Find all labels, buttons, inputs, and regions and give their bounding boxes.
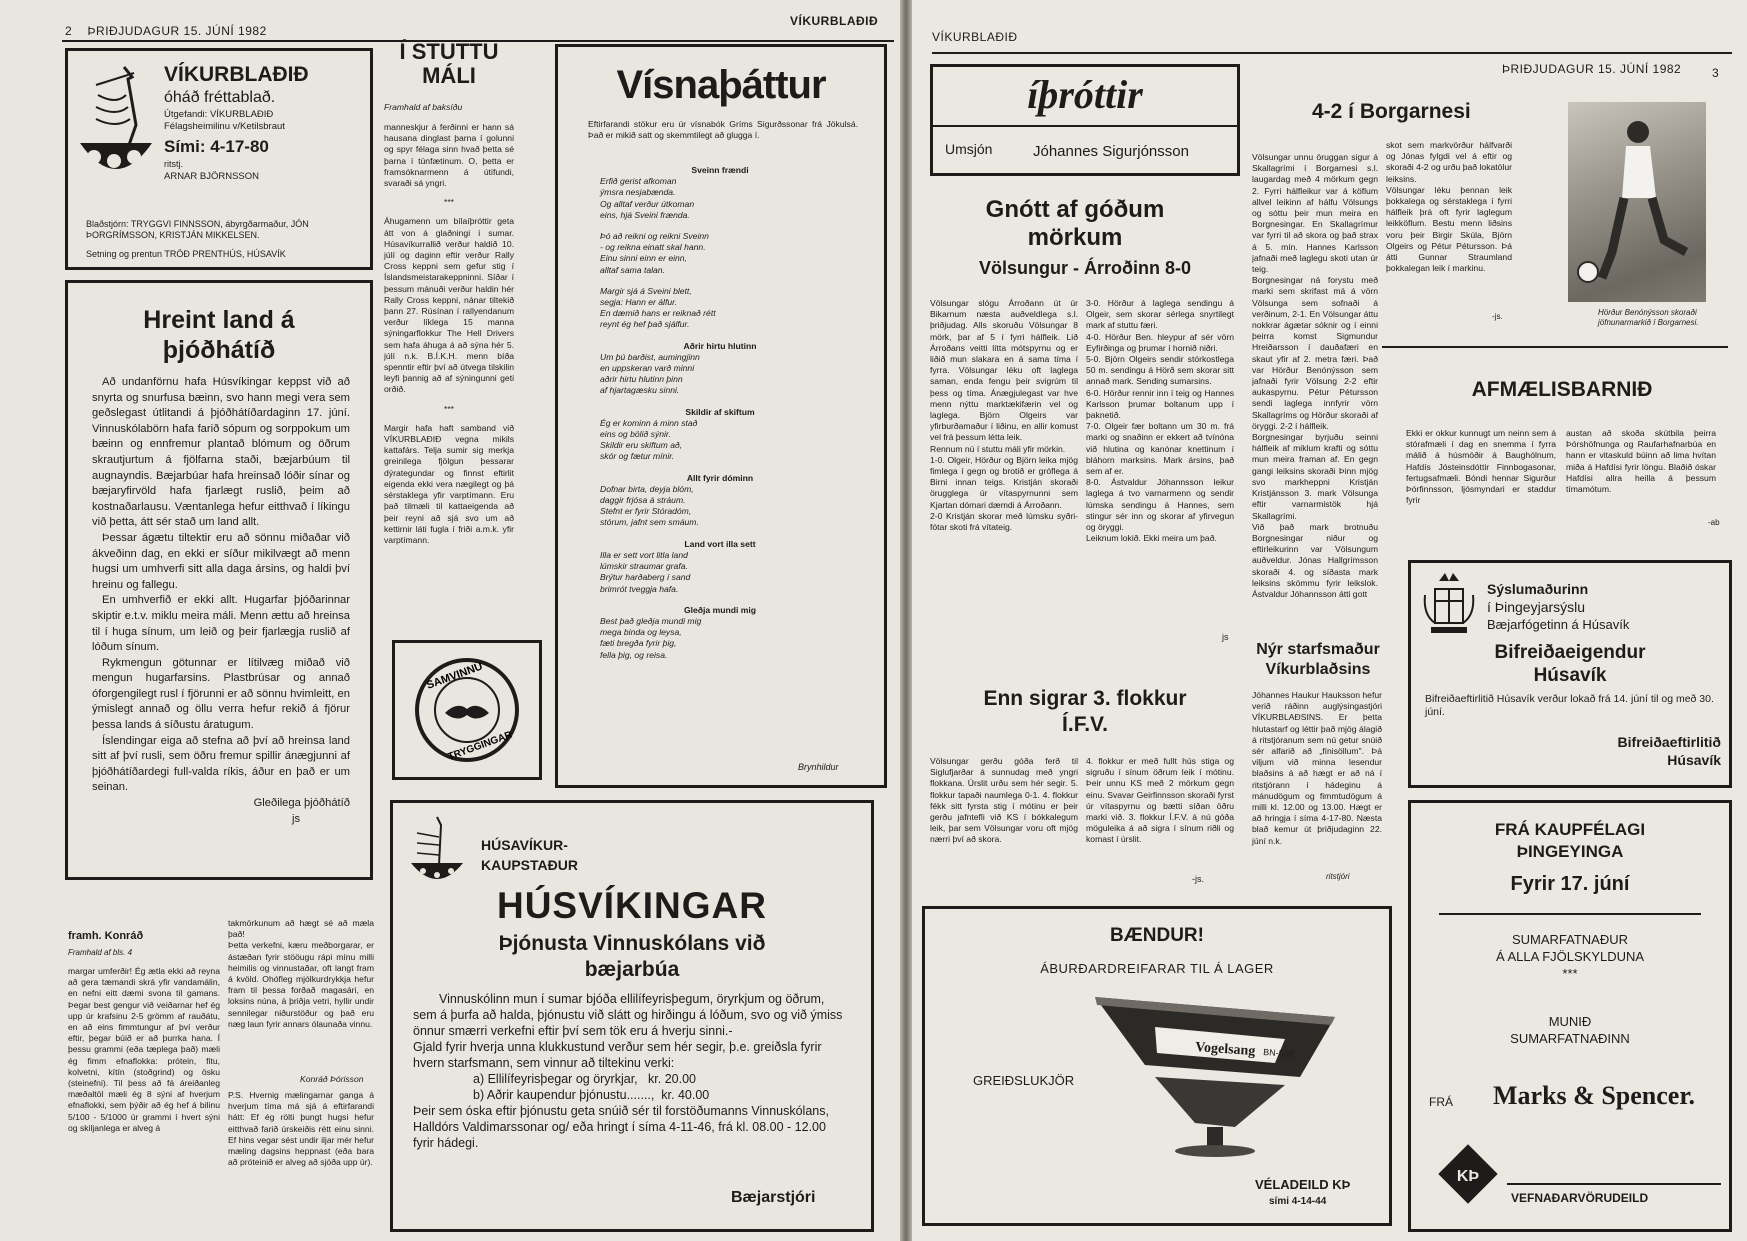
stuttu-title-line1: Í STUTTU [399, 39, 499, 64]
syslu-l1: Sýslumaðurinn [1487, 581, 1589, 597]
sports-title: íþróttir [1027, 72, 1143, 117]
masthead-printer: Setning og prentun TRÖÐ PRENTHÚS, HÚSAVÍK [86, 249, 286, 259]
visna-verses [600, 165, 840, 661]
kaupfelag-l7: SUMARFATNAÐINN [1510, 1031, 1630, 1046]
gnott-sub: Völsungur - Árroðinn 8-0 [978, 258, 1191, 278]
marks-spencer-brand: Marks & Spencer. [1493, 1081, 1695, 1110]
afmaelis-sign: -ab [1708, 518, 1720, 527]
borgarnesi-col1: Völsungar unnu öruggan sigur á Skallagrími í Borgarnesi s.l. laugardag með 4 mörkum gegn 2. Fyrri hálfleikur var á köflum allvel leikinn af hálfu Völsungs og sóttu þeir mun meira en Borgnesingar. En Skallagrímur var fyrri til að skora og það strax á 5. mín. Hannes Karlsson jafnaði með laglegu skoti utan úr teig. Borgnesingar ná forystu með marki sem skrifast má á vörn Völsunga sem sofnaði á verðinum, 2-1. En Völsungar áttu nokkrar ágætar sóknir og í einni þeirra komst Sigmundur Hreiðarsson í dauðafæri en skaut yfir af 2. metra færi. Það var Hörður Benónýsson sem jafnaði fyrir Völsung 2-2 eftir aukaspyrnu. Pétur Pétursson sendi laglega innfyrir vörn Skallagríms og Hörður skoraði af öryggi. 2-2 í hálfleik. Borgnesingar byrjuðu seinni hálfleik af miklum krafti og sóttu mun meira framan af. En gegn gangi leiksins skoraði Þinn mjög svo markheppni Kristján Kristjánsson 3. mark Völsunga eftir varnarmistök hjá Skallagrími. Við það mark brotnuðu Borgnesingar niður og eftirleikurinn var Völsungum auðveldur. Jónas Hallgrímsson skoraði 4. og síðasta mark leiksins skömmu fyrir leikslok. Ástvaldur Jóhannsson átti gott [1252, 152, 1378, 599]
stuttu-title [384, 40, 514, 88]
visna-s2: Um þú barðist, aumingjinn en uppskeran varð minni aðrir hirtu hlutinn þinn af hjartagæsku sinni. [600, 351, 700, 396]
masthead-editor-label: ritstj. [164, 159, 183, 169]
editorial-title-line1: Hreint land á [143, 306, 295, 334]
stuttu-body [384, 122, 514, 546]
baendur-sub: ÁBURÐARDREIFARAR TIL Á LAGER [1040, 961, 1274, 976]
masthead-publisher: Útgefandi: VÍKURBLAÐIÐ [164, 109, 274, 120]
konrad-col2: takmörkunum að hægt sé að mæla það! Þetta verkefni, kæru meðborgarar, er ástæðan fyrir stööugu rápi mínu milli heimilis og vinnustaðar, oft langt fram á kvöld. Ohófleg mjólkurdrykkja hefur fram til þessa forðað magasári, en loksins núna, á þriðja vetri, hyllir undir sennilegar niðurstöður og það eru næg laun fyrir annars ólaunaða vinnu. [228, 918, 374, 1029]
kaupfelag-remind [1411, 1013, 1729, 1047]
left-page-number: 2 [65, 24, 73, 38]
kaupfelag-heading [1411, 819, 1729, 863]
borgarnesi-col2: skot sem markvörður hálfvarði og Jónas fylgdi vel á eftir og skoraði 4-2 og urðu það lokatölur leiksins. Völsungar léku þennan leik þokkalega og sérstaklega í fyrri hálfleik þrá oft fyrir laglegum leikköflum. Bestu menn liðsins voru þeir Birgir Skúla, Björn Olgeirs og Pétur Pétursson. Þá átti Gunnar Straumland þokkalegan leik í markinu. [1386, 140, 1512, 274]
samvinnu-bottom: TRYGGINGAR [446, 729, 514, 763]
football-photo [1568, 102, 1706, 302]
sports-umsjon: Jóhannes Sigurjónsson [1033, 143, 1189, 160]
syslu-body: Bifreiðaeftirlitið Húsavík verður lokað frá 14. júní til og með 30. júní. [1425, 693, 1714, 718]
editorial-box [65, 280, 373, 880]
spreader-brand: Vogelsang [1194, 1040, 1256, 1060]
baendur-pay: GREIÐSLUKJÖR [973, 1073, 1075, 1088]
nyr-title-line2: Víkurblaðsins [1265, 661, 1371, 678]
spreader-model: BN-500 [1262, 1047, 1294, 1060]
baendur-ad [922, 906, 1392, 1226]
visna-s3-title: Skildir af skiftum [685, 406, 755, 417]
visna-s5: Illa er sett vort litla land lúmskir straumar grafa. Brýtur harðaberg í sand brimrót tveggja hafa. [600, 549, 691, 594]
visna-intro: Eftirfarandi stökur eru úr vísnabók Gríms Sigurðssonar frá Jökulsá. Það er mikið satt og skemmtilegt að glugga í. [588, 119, 858, 141]
gnott-col1: Völsungar slógu Árroðann út úr Bikarnum næsta auðveldlega s.l. þriðjudag. Alls skoruðu Völsungar 8 mörk, þar af 5 í fyrri hálfleik. Lið Árroðans veitti lítta mótspyrnu og er liðið mun slakara en á sama tíma í fyrra. Völsungar léku oft laglega saman, enda fengu þeir svigrúm til þess og tíma. Ánægjulegast var hve menn nýttu marktækifærin vel og laglega. Björn Olgeirs var yfirburðamaður í liðinu, en allir komust vel frá þessum létta leik. Rennum nú í stuttu máli yfir mörkin. 1-0. Olgeir, Hörður og Björn leika mjög fimlega í gegn og brotið er gróflega á Birni innan teigs. Kristján skoraði örugglega úr vítaspyrnunni sem Kjartan dómari dæmdi á Árroðann. 2-0 Kristján skorar með lúmsku syðri-fótar skoti frá vítateig. [930, 298, 1078, 533]
masthead-phone: Sími: 4-17-80 [164, 137, 269, 156]
kth-logo-icon [1435, 1141, 1501, 1207]
gnott-title-line2: mörkum [1027, 224, 1123, 251]
visna-s1-title: Sveinn frændi [691, 165, 749, 175]
husvikingar-sub2: bæjarbúa [584, 958, 680, 981]
kaupfelag-l5: Á ALLA FJÖLSKYLDUNA [1495, 949, 1645, 964]
left-folio [65, 24, 267, 38]
kaupfelag-l2: ÞINGEYINGA [1516, 842, 1624, 861]
left-dateline: ÞRIÐJUDAGUR 15. JÚNÍ 1982 [87, 24, 267, 38]
kaupfelag-offer [1411, 931, 1729, 982]
stuttu-sub: Framhald af baksíðu [384, 102, 463, 112]
book-gutter [900, 0, 912, 1241]
kaupfelag-l6: MUNIÐ [1548, 1014, 1592, 1029]
nyr-title [1248, 640, 1388, 680]
visna-s6-title: Gleðja mundi mig [683, 604, 757, 615]
visna-sign: Brynhildur [798, 762, 839, 772]
visna-s1: Erfið gerist afkoman ýmsra nesjabænda. Og alltaf verður útkoman eins, hjá Sveini frænda. [600, 176, 695, 220]
stuttu-p3: Margir hafa haft samband við VÍKURBLAÐIÐ vegna mikils kattafárs. Telja sumir sig merkja greinilega fjölgun þessarar dýrategundar og finnst eftirlit eigenda ekki vera nægilegt og þá sérstaklega yfir varptímann. Eru það tilmæli til kattaeigenda að þeir reyni að sjá svo um að kettirnir láti fugla í friði a.m.k. yfir varptímann. [384, 422, 514, 545]
husvikingar-subtitle [393, 931, 871, 983]
fertilizer-spreader-image [1085, 987, 1345, 1157]
visna-s4-title: Allt fyrir dóminn [686, 472, 754, 483]
konrad-sub: Framhald af bls. 4 [68, 948, 133, 957]
baendur-dept: VÉLADEILD KÞ [1255, 1177, 1351, 1192]
enn-title-line1: Enn sigrar 3. flokkur [983, 687, 1187, 710]
stuttu-stars1: *** [443, 197, 455, 208]
samvinnu-logo [407, 653, 527, 767]
borgarnesi-sign: -js. [1492, 312, 1503, 321]
syslu-title [1411, 641, 1729, 687]
kaupfelag-stars: *** [1562, 966, 1578, 981]
kaupfelag-l4: SUMARFATNAÐUR [1511, 932, 1629, 947]
visna-s3: Ég er kominn á minn stað eins og bölið sýnir. Skildir eru skiftum að, skór og fætur mínir. [600, 417, 698, 462]
syslu-title-line1: Bifreiðaeigendur [1494, 642, 1646, 663]
husvikingar-body [413, 991, 843, 1151]
editorial-p3: En umhverfið er ekki allt. Hugarfar þjóðarinnar skiptir e.t.v. miklu meira máli. Menn ættu að hreinsa til í huga sínum, um leið og þeir fjarlægja ruslið af lóðum sínum. [92, 594, 350, 654]
konrad-ps: P.S. Hvernig mælingarnar ganga á hverjum tíma má sjá á eftirfarandi hátt: Ef ég rölti þungt hugsi hefur eitthvað farið úrskeiðis rétt einu sinni. Ef hins vegar sést undir iljar mér hefur mæling dagsins heppnast (eða bara að próteinið er alveg að sjóða upp úr). [228, 1090, 374, 1168]
kaupfelag-l1: FRÁ KAUPFÉLAGI [1494, 820, 1646, 839]
syslu-l2: í Þingeyjarsýslu [1487, 599, 1586, 615]
right-dateline: ÞRIÐJUDAGUR 15. JÚNÍ 1982 [1502, 62, 1682, 76]
masthead-editor: ARNAR BJÖRNSSON [164, 171, 260, 182]
husavik-ship-icon [407, 815, 467, 885]
enn-title [930, 686, 1240, 738]
kaupfelag-rule [1439, 913, 1701, 915]
kaupfelag-dept-rule [1507, 1183, 1721, 1185]
syslu-l3: Bæjarfógetinn á Húsavík [1487, 617, 1630, 632]
samvinnu-ad [392, 640, 542, 780]
visna-s2-title: Aðrir hirtu hlutinn [683, 340, 757, 351]
syslu-sign-line1: Bifreiðaeftirlitið [1617, 734, 1721, 750]
visna-s6: Best það gleðja mundi mig mega binda og leysa, fæti bregða fyrir þig, fella þig, og reisa. [600, 615, 702, 660]
syslu-title-line2: Húsavík [1533, 665, 1607, 686]
syslu-box [1408, 560, 1732, 788]
afmaelis-top-rule [1382, 346, 1728, 348]
enn-title-line2: Í.F.V. [1062, 713, 1108, 736]
afmaelis-col2: austan að skoða skútbila þeirra Þórshöfnunga og Raufarhafnarbúa en hann er vitaskuld búinn að lima hvítan miða á Hafdísi fyrir löngu. Blaðið óskar Hafdísi allra heilla á þessum tímamótum. [1566, 428, 1716, 495]
husvikingar-ad [390, 800, 874, 1232]
right-page [912, 0, 1747, 1241]
editorial-p4: Rykmengun götunnar er lítilvæg miðað við mengun hugarfarsins. Plastbrúsar og annað óforgengilegt rusl í fjörunni er að sönnu hvimleitt, en ýmislegt annað og öllu verra hefur rekið á fjörur þessa lands á síðustu áratugum. [92, 656, 350, 732]
footballer-figure [1568, 102, 1706, 302]
nyr-title-line1: Nýr starfsmaður [1256, 641, 1380, 658]
masthead-tagline: óháð fréttablað. [164, 89, 276, 106]
sports-header [930, 64, 1240, 176]
konrad-title: framh. Konráð [68, 930, 144, 942]
gnott-sign: js [1222, 632, 1229, 642]
enn-col1: Völsungar gerðu góða ferð til Siglufjarðar á sunnudag með yngri flokkana. Úrslit urðu sem hér segir. 5. flokkur tapaði naumlega 0-1. 4. flokkur fékk sitt fyrsta stig í mótinu er þeir gerðu jafntefli við KS í bókkalegum leik, þar sem Völsungar voru oft mjög nærri því að skora. [930, 756, 1078, 845]
nyr-sign: ritstjóri [1326, 872, 1350, 881]
borgarnesi-title: 4-2 í Borgarnesi [1312, 100, 1471, 123]
konrad-col1: margar umferðir! Ég ætla ekki að reyna að gera tæmandi skrá yfir vandamálin, en nefni eitt dæmi svona til gamans. Þegar best gengur við veiðarnar hef ég upp úr krafsinu 2-5 grömm af rauðátu, en að eins fimmtungur af því verður eftir, þegar búið er að þurrka hana. Í þessu grammi (eða tæplega það) mæli ég fimm efnaflokka: prótein, fitu, kolvetni, kítín (stoðgrind) og ösku (steinefni). Til þess að fá áreiðanleg mæðaltöl mæli ég 8 sýni af hverjum efnaflokki, sem þýðir að ég hef á bilinu 5/100 - 5/1000 úr grammi í hvert sýni og skiljanlega er alveg á [68, 966, 220, 1133]
kaupfelag-ad [1408, 800, 1732, 1232]
gnott-col2: 3-0. Hörður á laglega sendingu á Olgeir, sem skorar sérlega snyrtilegt mark af stuttu færi. 4-0. Hörður Ben. hleypur af sér vörn Eyfirðinga og þrumar í hornið niðri. 5-0. Björn Olgeirs sendir stórkostlega 50 m. sendingu á Hörð sem skorar sitt annað mark. Sending sumarsins. 6-0. Hörður rennir inn í teig og Hannes Karlsson þrumar boltanum upp í þaknetið. 7-0. Olgeir fær boltann um 30 m. frá marki og snaðinn er ekkert að tvínóna við hlutina og kanónar knettinum í bláhorn marksins. Mark ársins, það sem af er. 8-0. Ástvaldur Jóhannsson leikur laglega á tvo varnarmenn og sendir lúmska sendingu á Hannes, sem stingur sér inn og skorar af yfirvegun og öryggi. Leiknum lokið. Ekki meira um það. [1086, 298, 1234, 544]
kaupfelag-l3: Fyrir 17. júní [1510, 873, 1630, 895]
editorial-sign2: js [291, 812, 301, 825]
husvikingar-b: b) Aðrir kaupendur þjónustu......., kr. 40.00 [473, 1088, 710, 1102]
enn-col2: 4. flokkur er með fullt hús stiga og sigruðu í sínum öðrum leik í mótinu. Þeir unnu KS með 2 mörkum gegn einu. Svavar Geirfinnsson skoraði fyrst úr vítaspyrnu og bætti síðan öðru marki við. 3. flokkur Í.F.V. á nú góða möguleika á að sigra í sínum riðli og komast í úrslit. [1086, 756, 1234, 845]
visna-box [555, 44, 887, 788]
sports-header-rule [933, 125, 1237, 127]
visna-s4: Dofnar birta, deyja blóm, daggir frjósa á stráum. Stefnt er fyrir Stóradóm, stórum, jafnt sem smáum. [600, 483, 699, 528]
masthead-staff: Blaðstjórn: TRYGGVI FINNSSON, ábyrgðarmaður, JÓN ÞORGRÍMSSON, KRISTJÁN MIKKELSEN. [86, 219, 309, 240]
masthead-name: VÍKURBLAÐIÐ [164, 63, 309, 86]
sports-umsjon-label: Umsjón [945, 141, 993, 157]
stuttu-p1: manneskjur á ferðinni er hann sá hausana dinglast þarna í golunni og spyr félaga sinn hvað þetta sé þarna í túnfætinum. O, þetta er framsóknarmenn á útifundi, svaraði sá yngri. [384, 122, 514, 189]
kaupfelag-fra: FRÁ [1429, 1095, 1453, 1109]
editorial-p5: Íslendingar eiga að stefna að því að hreinsa land sitt af því rusli, sem öðru fremur spillir ánægjunni af þjóðhátíðardegi full-valda ríkis, áður en það er um seinan. [92, 734, 350, 794]
visna-s1c: Margir sjá á Sveini blett, segja: Hann er álfur. En dæmið hans er reiknað rétt reynt ég hef það sjálfur. [600, 285, 716, 330]
nyr-body: Jóhannes Haukur Hauksson hefur verið ráðinn auglýsingastjóri VÍKURBLAÐSINS. Er þetta hlutastarf og léttir það mjög álagið á ritstjóranum sem nú getur snúið sér alfarið að „fínisöllum". Þá viljum við minna lesendur blaðsins á að hægt er að ná í ritstjórann í hádeginu á mánudögum og fimmtudögum á milli kl. 12.00 og 13.00. Hægt er að hringja í síma 4-17-80. Næsta blað kemur út þriðjudaginn 22. júní n.k. [1252, 690, 1382, 846]
gnott-title [930, 196, 1220, 252]
husvikingar-p1: Vinnuskólinn mun í sumar bjóða ellilífeyrisþegum, öryrkjum og öðrum, sem á þurfa að halda, þjónustu við slátt og hirðingu á lóðum, svo og við ýmiss önnur smærri verkefni eftir því sem tök eru á hverju sinni.- [413, 992, 843, 1038]
husvikingar-title: HÚSVÍKINGAR [496, 885, 768, 926]
husvikingar-p2: Gjald fyrir hverja unna klukkustund verður sem hér segir, þ.e. greiðsla fyrir hvern starfsmann, sem vinnur að tiltekinu verki: [413, 1040, 822, 1070]
gnott-title-line1: Gnótt af góðum [985, 196, 1165, 223]
right-folio-rule [932, 52, 1732, 54]
baendur-phone: sími 4-14-44 [1269, 1196, 1327, 1207]
husvikingar-p3: Þeir sem óska eftir þjónustu geta snúið sér til forstöðumanns Vinnuskólans, Halldórs Valdimarssonar og/ eða hringt í síma 4-11-46, frá kl. 08.00 - 12.00 fyrir hádegi. [413, 1104, 829, 1150]
baendur-title: BÆNDUR! [1110, 925, 1204, 946]
editorial-p1: Að undanförnu hafa Húsvíkingar keppst við að snyrta og snurfusa bæinn, svo hann megi vera sem geðslegast útlitandi á þjóðhátíðardaginn 17. júní. Vinnuskólabörn hafa farið sópum og sorppokum um bæinn og ennfremur plantað blómum og öðrum skrautjurtum á fjölfarna staði, bæjarbúum til augnayndis. Bæjarbúar hafa hreinsað lóðir sínar og bæjaryfirvöld hafa fjarlægt ruslið, þeim að kostnaðarlausu. Væntanlega hefur eitthvað í líkingu við þetta, átt sér stað um land allt. [92, 376, 350, 529]
stuttu-p2: Áhugamenn um bílaíþróttir geta átt von á glaðningi í sumar. Húsavíkurrallið verður haldið 10. júlí og daginn eftir verður Rally Cross keppni sem gefur stig í Íslandsmeistarakeppninni. Síðar í þessum mánuði verður haldin hér Rally Cross keppni, nánar tiltekið þann 27. Rúsínan í rallyendanum verður líklega 15 manna sýningarflokkur The Hell Drivers sem hafa áhuga á að sýna hér 5. júlí n.k. B.Í.K.H. menn bíða spenntir eftir því að útvega tilskilin leyfi þannig að af sýningunni geti orðið. [384, 216, 514, 395]
visna-s5-title: Land vort illa sett [684, 538, 756, 549]
viking-ship-logo [76, 65, 156, 195]
coat-of-arms-icon [1421, 571, 1477, 641]
husvikingar-a: a) Ellilífeyrisþegar og öryrkjar, kr. 20.00 [473, 1072, 697, 1086]
editorial-p2: Þessar ágætu tiltektir eru að sönnu miðaðar við ákveðinn dag, en ekki er síður mikilvægt að menn hugsi um umhverfi sitt alla daga ársins, og haldi því hreinu og fallegu. [92, 531, 350, 591]
kth-logo-text: KÞ [1456, 1168, 1480, 1185]
photo-caption: Hörður Benónýsson skoraði jöfnunarmarkið í Borgarnesi. [1598, 308, 1699, 327]
samvinnu-top: SAMVINNU [425, 660, 485, 692]
husvikingar-sign: Bæjarstjóri [731, 1189, 816, 1206]
editorial-body [92, 375, 350, 827]
masthead [65, 48, 373, 270]
editorial-title [68, 305, 370, 365]
masthead-address: Félagsheimilinu v/Ketilsbraut [164, 121, 285, 132]
enn-sign: -js. [1192, 874, 1204, 884]
stuttu-stars2: *** [443, 403, 455, 414]
editorial-sign1: Gleðilega þjóðhátíð [253, 797, 350, 810]
visna-s1b: Þó að reikni og reikni Sveinn - og reikna einatt skal hann. Einu sinni einn er einn, alltaf sama talan. [600, 231, 709, 275]
syslu-sign [1561, 733, 1721, 769]
left-folio-title: VÍKURBLAÐIÐ [790, 14, 879, 28]
right-page-number: 3 [1712, 66, 1720, 80]
kaupfelag-dept: VEFNAÐARVÖRUDEILD [1511, 1191, 1649, 1205]
konrad-signature: Konráð Þórisson [300, 1074, 364, 1084]
husvikingar-sub1: Þjónusta Vinnuskólans við [498, 932, 766, 955]
husavik-kicker2: KAUPSTAÐUR [481, 857, 578, 873]
editorial-title-line2: þjóðhátíð [162, 336, 276, 364]
husavik-kicker1: HÚSAVÍKUR- [481, 837, 568, 853]
afmaelis-title: AFMÆLISBARNIÐ [1471, 378, 1653, 401]
visna-title: Vísnaþáttur [616, 63, 826, 107]
afmaelis-col1: Ekki er okkur kunnugt um neinn sem á stórafmæli í dag en snemma í fyrra málið á húsmóðir á Baughólnum, Hafdís Jósteinsdóttir Finnbogasonar, fertugsafmæli. Bóndi hennar Sigurður Þórfinnsson, ljósmyndari er staddur fyrir [1406, 428, 1556, 506]
syslu-sign-line2: Húsavík [1667, 752, 1721, 768]
stuttu-title-line2: MÁLI [422, 63, 476, 88]
right-folio-title: VÍKURBLAÐIÐ [932, 30, 1018, 44]
